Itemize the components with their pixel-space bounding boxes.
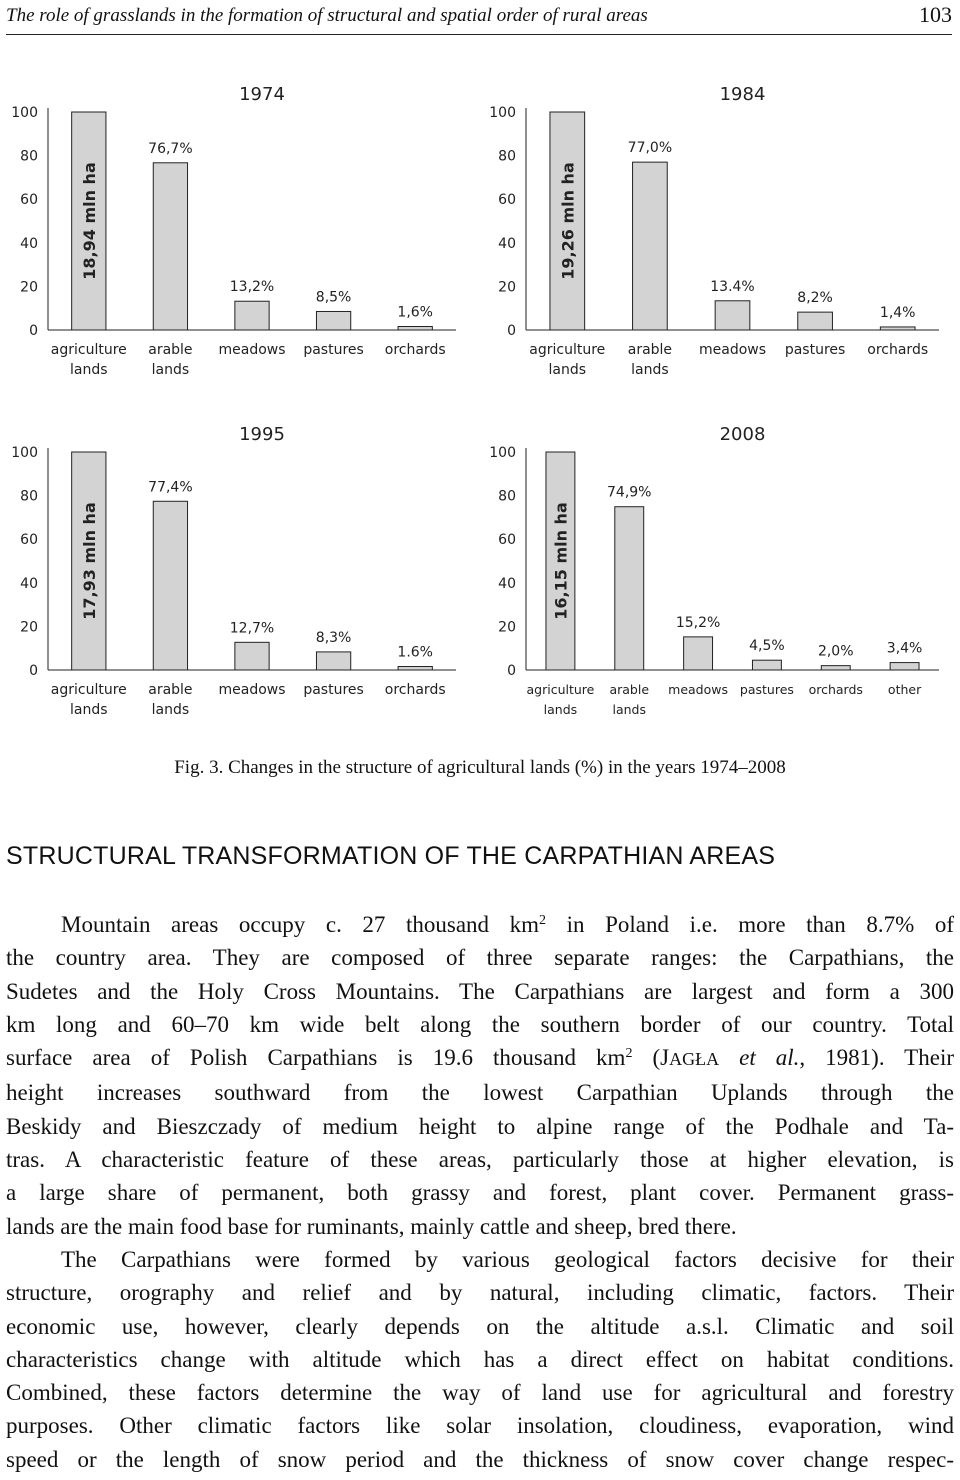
x-tick-label: lands xyxy=(631,362,669,378)
data-label: 8,5% xyxy=(315,289,352,306)
y-tick-label: 20 xyxy=(498,619,516,636)
x-tick-label: lands xyxy=(151,362,190,378)
x-tick-label: agriculture xyxy=(50,342,127,358)
y-tick-label: 100 xyxy=(11,445,38,461)
text-line: lands are the main food base for ruminants, mainly cattle and sheep, bred there. xyxy=(6,1213,737,1239)
data-label: 77,4% xyxy=(148,479,193,496)
x-tick-label: pastures xyxy=(784,342,846,358)
y-tick-label: 0 xyxy=(507,663,516,679)
text-line: Sudetes and the Holy Cross Mountains. The Carpathians are largest and form a 300 xyxy=(6,978,954,1004)
y-tick-label: 60 xyxy=(498,192,516,209)
text-line: economic use, however, clearly depends on the altitude a.s.l. Climatic and soil xyxy=(6,1313,954,1339)
text-line: tras. A characteristic feature of these areas, particularly those at higher elevation, is xyxy=(6,1147,954,1173)
text-line: the country area. They are composed of three separate ranges: the Carpathians, the xyxy=(6,945,954,971)
chart-1984 xyxy=(478,70,953,400)
x-tick-label: arable xyxy=(627,342,673,358)
y-tick-label: 80 xyxy=(20,488,38,505)
running-header xyxy=(6,0,952,35)
text-line: Beskidy and Bieszczady of medium height to alpine range of the Podhale and Ta- xyxy=(6,1113,954,1139)
chart-title: 1984 xyxy=(719,84,766,105)
y-tick-label: 0 xyxy=(29,323,38,339)
bar xyxy=(798,312,833,330)
bar-inner-label: 17,93 mln ha xyxy=(79,502,99,620)
x-tick-label: pastures xyxy=(303,342,364,358)
bar xyxy=(316,652,350,670)
body-text xyxy=(6,908,954,1476)
x-tick-label: orchards xyxy=(867,342,929,358)
y-tick-label: 60 xyxy=(498,532,516,549)
x-tick-label: lands xyxy=(70,702,108,718)
data-label: 12,7% xyxy=(229,620,275,637)
bar xyxy=(633,162,668,330)
x-tick-label: orchards xyxy=(808,682,863,697)
y-tick-label: 80 xyxy=(498,148,516,165)
bar xyxy=(153,501,187,670)
text-line: purposes. Other climatic factors like solar insolation, cloudiness, evaporation, wind xyxy=(6,1413,954,1439)
bar-inner-label: 18,94 mln ha xyxy=(79,162,99,280)
x-tick-label: orchards xyxy=(384,342,446,358)
x-tick-label: pastures xyxy=(739,682,794,697)
data-label: 15,2% xyxy=(675,614,721,631)
paragraph-2 xyxy=(6,1243,954,1476)
data-label: 77,0% xyxy=(627,140,673,157)
chart-title: 1974 xyxy=(239,84,285,105)
x-tick-label: agriculture xyxy=(526,682,595,697)
chart-1995 xyxy=(0,410,470,740)
data-label: 1,6% xyxy=(397,304,433,321)
y-tick-label: 100 xyxy=(489,445,516,461)
y-tick-label: 0 xyxy=(29,663,38,679)
y-tick-label: 80 xyxy=(20,148,38,165)
y-tick-label: 20 xyxy=(20,619,38,636)
figure-caption: Fig. 3. Changes in the structure of agricultural lands (%) in the years 1974–2008 xyxy=(174,757,786,778)
y-tick-label: 20 xyxy=(20,279,38,296)
x-tick-label: lands xyxy=(151,702,190,718)
x-tick-label: meadows xyxy=(218,342,286,358)
data-label: 13.4% xyxy=(710,278,755,295)
chart-title: 1995 xyxy=(239,424,285,445)
y-tick-label: 40 xyxy=(20,575,38,592)
data-label: 3,4% xyxy=(886,640,923,657)
text-line: speed or the length of snow period and the thickness of snow cover change respec- xyxy=(6,1446,954,1472)
x-tick-label: meadows xyxy=(698,342,767,358)
data-label: 76,7% xyxy=(148,140,193,157)
text-line: height increases southward from the lowest Carpathian Uplands through the xyxy=(6,1080,954,1106)
text-line: structure, orography and relief and by natural, including climatic, factors. Their xyxy=(6,1280,954,1306)
y-tick-label: 60 xyxy=(20,532,38,549)
bar-inner-label: 16,15 mln ha xyxy=(551,502,571,620)
bar xyxy=(821,666,850,670)
x-tick-label: meadows xyxy=(218,682,286,698)
x-tick-label: meadows xyxy=(668,682,729,697)
data-label: 13,2% xyxy=(229,279,275,296)
data-label: 74,9% xyxy=(607,484,652,501)
x-tick-label: agriculture xyxy=(50,682,127,698)
bar xyxy=(398,667,432,670)
bar xyxy=(153,163,187,330)
x-tick-label: lands xyxy=(543,702,578,717)
page-number: 103 xyxy=(919,2,952,27)
x-tick-label: lands xyxy=(548,362,587,378)
bar xyxy=(715,301,750,330)
x-tick-label: lands xyxy=(70,362,108,378)
chart-1974 xyxy=(0,70,470,400)
bar xyxy=(615,507,644,670)
text-line: a large share of permanent, both grassy and forest, plant cover. Permanent grass- xyxy=(6,1180,954,1206)
data-label: 1.6% xyxy=(397,644,433,661)
data-label: 2,0% xyxy=(817,643,854,660)
chart-title: 2008 xyxy=(719,424,766,445)
bar xyxy=(235,301,269,330)
x-tick-label: arable xyxy=(609,682,650,697)
x-tick-label: other xyxy=(887,682,922,697)
y-tick-label: 20 xyxy=(498,279,516,296)
y-tick-label: 100 xyxy=(11,105,38,121)
chart-2008 xyxy=(478,410,953,740)
y-tick-label: 100 xyxy=(489,105,516,121)
bar xyxy=(684,637,713,670)
x-tick-label: pastures xyxy=(303,682,364,698)
data-label: 8,2% xyxy=(797,290,833,307)
x-tick-label: arable xyxy=(148,682,193,698)
running-header-title: The role of grasslands in the formation of structural and spatial order of rural areas xyxy=(6,5,648,26)
bar xyxy=(398,327,432,330)
text-line: Combined, these factors determine the way of land use for agricultural and forestry xyxy=(6,1380,954,1406)
bar xyxy=(890,663,919,670)
bar xyxy=(235,642,269,670)
text-line: surface area of Polish Carpathians is 19.6 thousand $km^2$ (JAGŁA et al., 1981). Their xyxy=(6,1045,954,1071)
bar xyxy=(316,311,350,330)
text-line: Mountain areas occupy c. 27 thousand $km^2$ in Poland i.e. more than 8.7% of xyxy=(61,912,954,937)
bar xyxy=(880,327,915,330)
y-tick-label: 40 xyxy=(498,235,516,252)
data-label: 4,5% xyxy=(749,638,785,655)
data-label: 1,4% xyxy=(879,304,916,321)
data-label: 8,3% xyxy=(315,629,352,646)
text-line: km long and 60–70 km wide belt along the southern border of our country. Total xyxy=(6,1011,954,1037)
x-tick-label: arable xyxy=(148,342,193,358)
bar xyxy=(752,660,781,670)
text-line: The Carpathians were formed by various geological factors decisive for their xyxy=(61,1246,954,1272)
y-tick-label: 0 xyxy=(507,323,516,339)
y-tick-label: 60 xyxy=(20,192,38,209)
paragraph-1 xyxy=(6,908,954,1243)
x-tick-label: agriculture xyxy=(529,342,606,358)
bar-inner-label: 19,26 mln ha xyxy=(558,162,578,280)
y-tick-label: 80 xyxy=(498,488,516,505)
text-line: characteristics change with altitude which has a direct effect on habitat conditions. xyxy=(6,1346,954,1372)
y-tick-label: 40 xyxy=(20,235,38,252)
x-tick-label: lands xyxy=(612,702,647,717)
section-heading: STRUCTURAL TRANSFORMATION OF THE CARPATHIAN AREAS xyxy=(6,842,776,870)
y-tick-label: 40 xyxy=(498,575,516,592)
x-tick-label: orchards xyxy=(384,682,446,698)
